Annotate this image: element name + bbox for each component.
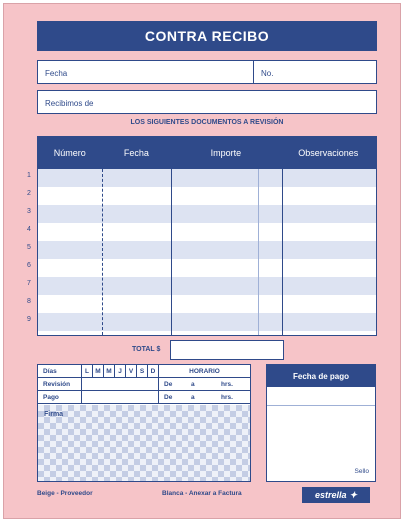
pago-hrs: hrs. <box>221 393 233 401</box>
firma-label: Firma <box>44 411 64 418</box>
total-field[interactable] <box>170 340 284 360</box>
payment-date-title: Fecha de pago <box>267 365 375 387</box>
no-label: No. <box>261 69 274 78</box>
header-importe: Importe <box>210 148 242 158</box>
star-icon: ✦ <box>349 489 358 500</box>
footer-anexar: Blanca - Anexar a Factura <box>162 490 242 497</box>
row-number: 9 <box>27 316 31 323</box>
column-divider <box>102 169 103 335</box>
table-row[interactable] <box>38 223 376 241</box>
estrella-logo <box>302 487 370 503</box>
table-row[interactable] <box>38 259 376 277</box>
header-fecha: Fecha <box>123 148 149 158</box>
row-number: 1 <box>27 172 31 179</box>
table-row[interactable] <box>38 277 376 295</box>
row-number: 3 <box>27 208 31 215</box>
table-row[interactable] <box>38 295 376 313</box>
sello-label: Sello <box>354 468 369 475</box>
day-d[interactable]: D <box>148 365 159 377</box>
table-row[interactable] <box>38 205 376 223</box>
table-row[interactable] <box>38 241 376 259</box>
pago-label: Pago <box>38 391 82 403</box>
row-number: 4 <box>27 226 31 233</box>
day-j[interactable]: J <box>115 365 126 377</box>
revision-hrs: hrs. <box>221 380 233 388</box>
day-v[interactable]: V <box>126 365 137 377</box>
fecha-no-divider <box>253 61 254 83</box>
form-title: CONTRA RECIBO <box>37 21 377 51</box>
row-number: 6 <box>27 262 31 269</box>
day-m[interactable]: M <box>93 365 104 377</box>
schedule-box <box>37 364 251 482</box>
fecha-field[interactable] <box>37 60 377 84</box>
pago-a: a <box>191 393 195 401</box>
revision-label: Revisión <box>38 378 82 390</box>
header-numero: Número <box>53 148 86 158</box>
table-row[interactable] <box>38 169 376 187</box>
revision-a: a <box>191 380 195 388</box>
day-mi[interactable]: M <box>104 365 115 377</box>
pago-de: De <box>164 393 173 401</box>
dias-label: Días <box>38 365 82 377</box>
documents-subheading: LOS SIGUIENTES DOCUMENTOS A REVISIÓN <box>130 119 284 126</box>
column-divider <box>258 169 259 335</box>
footer-proveedor: Beige - Proveedor <box>37 490 93 497</box>
row-number: 7 <box>27 280 31 287</box>
revision-row <box>38 378 250 391</box>
horario-label: HORARIO <box>189 367 220 375</box>
table-row[interactable] <box>38 187 376 205</box>
header-observaciones: Observaciones <box>298 148 359 158</box>
estrella-logo-text: estrella <box>314 490 347 500</box>
payment-date-box[interactable] <box>266 364 376 482</box>
row-number: 5 <box>27 244 31 251</box>
signature-area[interactable] <box>38 405 250 482</box>
table-header <box>38 137 376 169</box>
dias-row <box>38 365 250 378</box>
documents-table <box>37 136 377 336</box>
day-s[interactable]: S <box>137 365 148 377</box>
table-row[interactable] <box>38 313 376 331</box>
contra-recibo-form <box>3 3 401 519</box>
revision-days[interactable] <box>82 378 159 390</box>
payment-date-line <box>267 405 375 406</box>
recibimos-de-field[interactable] <box>37 90 377 114</box>
column-divider <box>171 169 172 335</box>
pago-days[interactable] <box>82 391 159 403</box>
pago-row <box>38 391 250 404</box>
total-label: TOTAL $ <box>132 346 161 353</box>
revision-de: De <box>164 380 173 388</box>
row-number: 8 <box>27 298 31 305</box>
column-divider <box>282 169 283 335</box>
recibimos-label: Recibimos de <box>45 99 94 108</box>
fecha-label: Fecha <box>45 69 68 78</box>
day-l[interactable]: L <box>82 365 93 377</box>
row-number: 2 <box>27 190 31 197</box>
